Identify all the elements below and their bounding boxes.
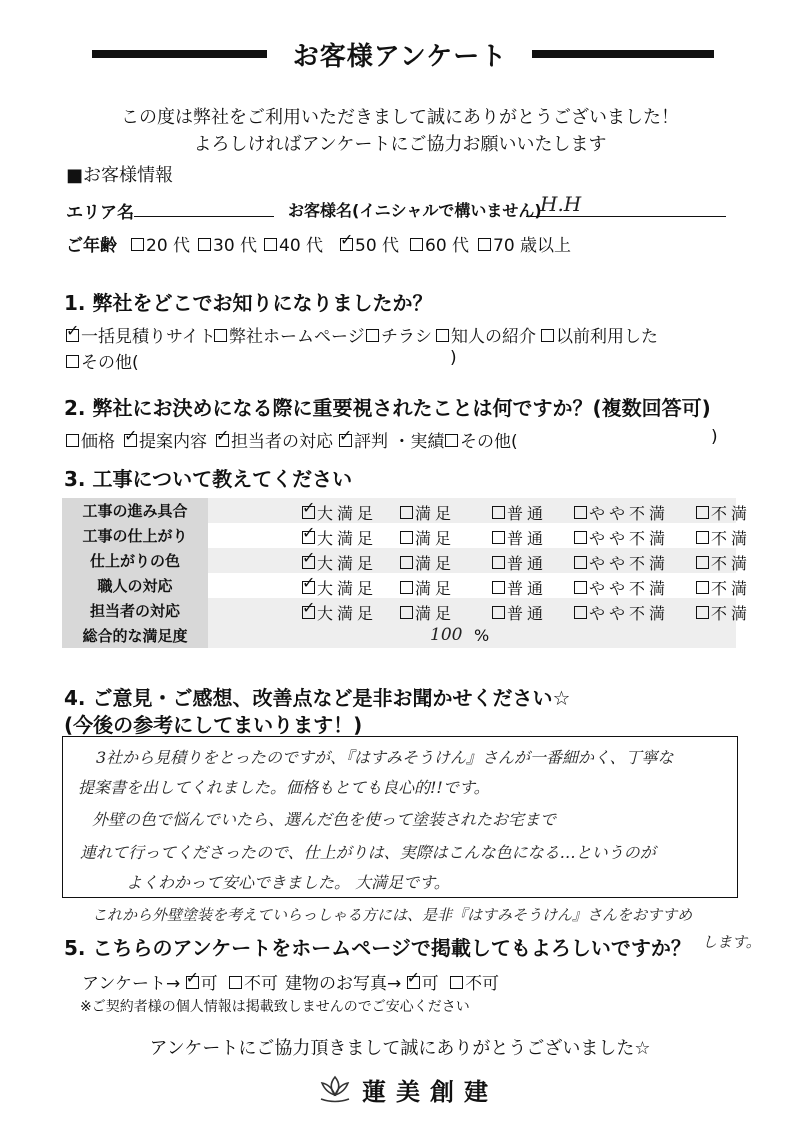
overall-value: 100 <box>430 625 463 645</box>
satisfaction-option[interactable] <box>492 551 547 574</box>
q1-option[interactable] <box>214 322 365 347</box>
company-name: 蓮美創建 <box>362 1078 498 1106</box>
q2-option-label: 評判 ・実績 <box>354 432 445 452</box>
checkbox-icon[interactable] <box>696 581 709 594</box>
satisfaction-option[interactable] <box>574 551 669 574</box>
q1-option[interactable] <box>436 322 536 347</box>
satisfaction-row <box>62 548 736 573</box>
satisfaction-option[interactable] <box>302 501 377 524</box>
checkbox-icon[interactable] <box>478 238 491 251</box>
survey-publish <box>82 969 278 994</box>
checkbox-icon[interactable] <box>696 606 709 619</box>
satisfaction-option-label: 不満 <box>711 604 752 623</box>
ng-label: 不可 <box>465 974 500 994</box>
satisfaction-option-label: やや不満 <box>589 554 670 573</box>
checkbox-icon[interactable] <box>131 238 144 251</box>
checkbox-icon[interactable] <box>492 531 505 544</box>
satisfaction-option[interactable] <box>696 576 751 599</box>
checkbox-icon[interactable] <box>214 329 227 342</box>
satisfaction-options <box>208 548 752 573</box>
satisfaction-row <box>62 523 736 548</box>
q2-option-label: 価格 <box>81 432 115 452</box>
satisfaction-option[interactable] <box>492 501 547 524</box>
satisfaction-option[interactable] <box>400 501 455 524</box>
checkbox-icon[interactable] <box>216 434 229 447</box>
age-option[interactable] <box>198 231 257 256</box>
checkbox-icon[interactable] <box>445 434 458 447</box>
q1-option-label: チラシ <box>381 327 432 347</box>
thanks-text: アンケートにご協力頂きまして誠にありがとうございました☆ <box>149 1038 651 1059</box>
checkbox-icon[interactable] <box>302 531 315 544</box>
title-bar-right <box>532 50 714 58</box>
q2-option-label: 担当者の対応 <box>231 432 333 452</box>
checkbox-icon[interactable] <box>302 556 315 569</box>
checkbox-icon[interactable] <box>436 329 449 342</box>
checkbox-icon[interactable] <box>302 581 315 594</box>
intro-line-1: この度は弊社をご利用いただきまして誠にありがとうございました！ <box>121 107 679 128</box>
satisfaction-row-label: 工事の進み具合 <box>62 498 208 523</box>
q1-heading: 1. 弊社をどこでお知りになりましたか？ <box>64 291 433 315</box>
age-label: ご年齢 <box>66 236 117 256</box>
satisfaction-option-label: やや不満 <box>589 604 670 623</box>
satisfaction-row-label: 担当者の対応 <box>62 598 208 623</box>
age-option[interactable] <box>410 231 469 256</box>
satisfaction-option-label: 大満足 <box>317 579 378 598</box>
q5-heading: 5. こちらのアンケートをホームページで掲載してもよろしいですか？ <box>64 936 691 960</box>
q1-option-label: 知人の紹介 <box>451 327 536 347</box>
q3-heading: 3. 工事について教えてください <box>64 467 353 491</box>
q2-option[interactable] <box>66 427 115 452</box>
checkbox-icon[interactable] <box>229 976 242 989</box>
age-option-label: 50 代 <box>355 236 400 256</box>
checkbox-icon[interactable] <box>400 581 413 594</box>
company-logo <box>318 1072 518 1106</box>
satisfaction-option-label: 普通 <box>507 579 548 598</box>
satisfaction-option[interactable] <box>696 551 751 574</box>
ng-label: 不可 <box>244 974 279 994</box>
checkbox-icon[interactable] <box>541 329 554 342</box>
name-field[interactable] <box>526 192 726 217</box>
satisfaction-option-label: 不満 <box>711 579 752 598</box>
age-option[interactable] <box>478 231 571 256</box>
satisfaction-option-label: 不満 <box>711 529 752 548</box>
checkbox-icon[interactable] <box>340 238 353 251</box>
checkbox-icon[interactable] <box>198 238 211 251</box>
q1-other[interactable]: その他( <box>66 348 139 373</box>
q4-subheading: (今後の参考にしてまいります！) <box>64 713 363 737</box>
q2-option[interactable] <box>339 427 444 452</box>
checkbox-icon[interactable] <box>574 606 587 619</box>
q4-heading: 4. ご意見・ご感想、改善点など是非お聞かせください☆ <box>64 686 571 710</box>
page-title: お客様アンケート <box>292 42 508 72</box>
checkbox-icon[interactable] <box>574 531 587 544</box>
age-option[interactable] <box>340 231 399 256</box>
checkbox-icon[interactable] <box>124 434 137 447</box>
survey-label: アンケート→ <box>82 974 181 994</box>
satisfaction-option-label: 大満足 <box>317 529 378 548</box>
satisfaction-option[interactable] <box>696 601 751 624</box>
satisfaction-option-label: やや不満 <box>589 529 670 548</box>
checkbox-icon[interactable] <box>186 976 199 989</box>
satisfaction-options <box>208 523 752 548</box>
satisfaction-option[interactable] <box>400 526 455 549</box>
overall-label: 総合的な満足度 <box>62 623 208 648</box>
overall-row <box>62 623 736 648</box>
title-area <box>0 36 800 76</box>
checkbox-icon[interactable] <box>400 556 413 569</box>
satisfaction-row <box>62 573 736 598</box>
checkbox-icon[interactable] <box>400 531 413 544</box>
checkbox-icon[interactable] <box>66 355 79 368</box>
age-option-label: 60 代 <box>425 236 470 256</box>
comment-line: よくわかって安心できました。 大満足です。 <box>126 873 450 892</box>
satisfaction-option[interactable] <box>492 576 547 599</box>
satisfaction-row <box>62 498 736 523</box>
q1-other-close: ) <box>450 348 457 368</box>
customer-info-heading: ■お客様情報 <box>66 165 174 186</box>
satisfaction-option[interactable] <box>574 601 669 624</box>
checkbox-icon[interactable] <box>66 434 79 447</box>
satisfaction-option-label: やや不満 <box>589 579 670 598</box>
overall-cell[interactable] <box>208 623 736 648</box>
checkbox-icon[interactable] <box>574 581 587 594</box>
satisfaction-option-label: 満足 <box>415 579 456 598</box>
checkbox-icon[interactable] <box>302 506 315 519</box>
satisfaction-option-label: 大満足 <box>317 504 378 523</box>
satisfaction-option[interactable] <box>302 576 377 599</box>
q2-option-label: 提案内容 <box>139 432 207 452</box>
satisfaction-option-label: 満足 <box>415 554 456 573</box>
intro-line-2: よろしければアンケートにご協力お願いいたします <box>193 134 607 155</box>
satisfaction-row-label: 工事の仕上がり <box>62 523 208 548</box>
checkbox-icon[interactable] <box>339 434 352 447</box>
satisfaction-option-label: 普通 <box>507 554 548 573</box>
satisfaction-option-label: 普通 <box>507 504 548 523</box>
name-label: お客様名(イニシャルで構いません) <box>288 201 542 220</box>
q2-option-label: その他( <box>460 432 518 452</box>
q2-option[interactable] <box>445 427 518 452</box>
satisfaction-options <box>208 573 752 598</box>
q1-option[interactable] <box>366 322 432 347</box>
satisfaction-option-label: 満足 <box>415 529 456 548</box>
checkbox-icon[interactable] <box>696 506 709 519</box>
satisfaction-option[interactable] <box>696 526 751 549</box>
checkbox-icon[interactable] <box>696 531 709 544</box>
privacy-note: ※ご契約者様の個人情報は掲載致しませんのでご安心ください <box>80 999 470 1015</box>
q2-heading: 2. 弊社にお決めになる際に重要視されたことは何ですか？(複数回答可) <box>64 396 711 420</box>
checkbox-icon[interactable] <box>492 581 505 594</box>
satisfaction-option-label: 大満足 <box>317 554 378 573</box>
satisfaction-option-label: 普通 <box>507 529 548 548</box>
q1-option-label: 弊社ホームページ <box>229 327 365 347</box>
checkbox-icon[interactable] <box>574 506 587 519</box>
checkbox-icon[interactable] <box>400 606 413 619</box>
checkbox-icon[interactable] <box>264 238 277 251</box>
checkbox-icon[interactable] <box>574 556 587 569</box>
satisfaction-option[interactable] <box>400 551 455 574</box>
satisfaction-row-label: 仕上がりの色 <box>62 548 208 573</box>
q1-option-label: 一括見積りサイト <box>81 327 216 347</box>
satisfaction-option-label: 満足 <box>415 604 456 623</box>
ok-label: 可 <box>200 974 218 994</box>
satisfaction-option-label: 不満 <box>711 554 752 573</box>
satisfaction-options <box>208 598 752 623</box>
satisfaction-option[interactable] <box>302 601 377 624</box>
checkbox-icon[interactable] <box>410 238 423 251</box>
satisfaction-option[interactable] <box>400 576 455 599</box>
comment-line: します。 <box>702 933 761 951</box>
q1-option[interactable] <box>66 322 216 347</box>
satisfaction-option[interactable] <box>302 526 377 549</box>
satisfaction-option[interactable] <box>696 501 751 524</box>
q1-option-label: 以前利用した <box>556 327 658 347</box>
satisfaction-option[interactable] <box>574 501 669 524</box>
comment-line: これから外壁塗装を考えていらっしゃる方には、是非『はすみそうけん』さんをおすすめ <box>92 906 693 924</box>
q2-option[interactable] <box>124 427 207 452</box>
age-option-label: 40 代 <box>279 236 324 256</box>
checkbox-icon[interactable] <box>400 506 413 519</box>
photo-publish <box>285 969 499 994</box>
checkbox-icon[interactable] <box>696 556 709 569</box>
photo-label: 建物のお写真→ <box>285 974 402 994</box>
comment-line: 連れて行ってくださったので、仕上がりは、実際はこんな色になる…というのが <box>80 843 656 862</box>
q2-option[interactable] <box>216 427 333 452</box>
checkbox-icon[interactable] <box>492 556 505 569</box>
name-value: H.H <box>540 192 582 216</box>
comment-line: 外壁の色で悩んでいたら、選んだ色を使って塗装されたお宅まで <box>92 810 557 829</box>
area-label: エリア名 <box>66 203 134 223</box>
satisfaction-option-label: 普通 <box>507 604 548 623</box>
satisfaction-option-label: やや不満 <box>589 504 670 523</box>
age-option-label: 30 代 <box>213 236 258 256</box>
ok-label: 可 <box>421 974 439 994</box>
checkbox-icon[interactable] <box>66 329 79 342</box>
checkbox-icon[interactable] <box>407 976 420 989</box>
satisfaction-options <box>208 498 752 523</box>
satisfaction-option-label: 満足 <box>415 504 456 523</box>
satisfaction-row <box>62 598 736 623</box>
age-option[interactable] <box>264 231 323 256</box>
satisfaction-option[interactable] <box>574 576 669 599</box>
age-option-label: 70 歳以上 <box>493 236 572 256</box>
checkbox-icon[interactable] <box>492 506 505 519</box>
satisfaction-option[interactable] <box>492 601 547 624</box>
satisfaction-row-label: 職人の対応 <box>62 573 208 598</box>
age-option-label: 20 代 <box>146 236 191 256</box>
age-option[interactable] <box>131 231 190 256</box>
satisfaction-option-label: 大満足 <box>317 604 378 623</box>
lotus-icon <box>318 1074 352 1104</box>
satisfaction-option[interactable] <box>302 551 377 574</box>
satisfaction-option-label: 不満 <box>711 504 752 523</box>
overall-unit: % <box>474 626 490 645</box>
q1-option[interactable] <box>541 322 658 347</box>
checkbox-icon[interactable] <box>450 976 463 989</box>
checkbox-icon[interactable] <box>492 606 505 619</box>
q2-other-close: ) <box>711 427 718 447</box>
satisfaction-option[interactable] <box>492 526 547 549</box>
satisfaction-option[interactable] <box>574 526 669 549</box>
comment-line: 提案書を出してくれました。価格もとても良心的!!です。 <box>78 778 490 797</box>
checkbox-icon[interactable] <box>302 606 315 619</box>
satisfaction-option[interactable] <box>400 601 455 624</box>
satisfaction-table <box>62 498 752 648</box>
comment-line: 3社から見積りをとったのですが、『はすみそうけん』さんが一番細かく、丁寧な <box>96 748 674 767</box>
checkbox-icon[interactable] <box>366 329 379 342</box>
area-field[interactable] <box>134 196 274 217</box>
